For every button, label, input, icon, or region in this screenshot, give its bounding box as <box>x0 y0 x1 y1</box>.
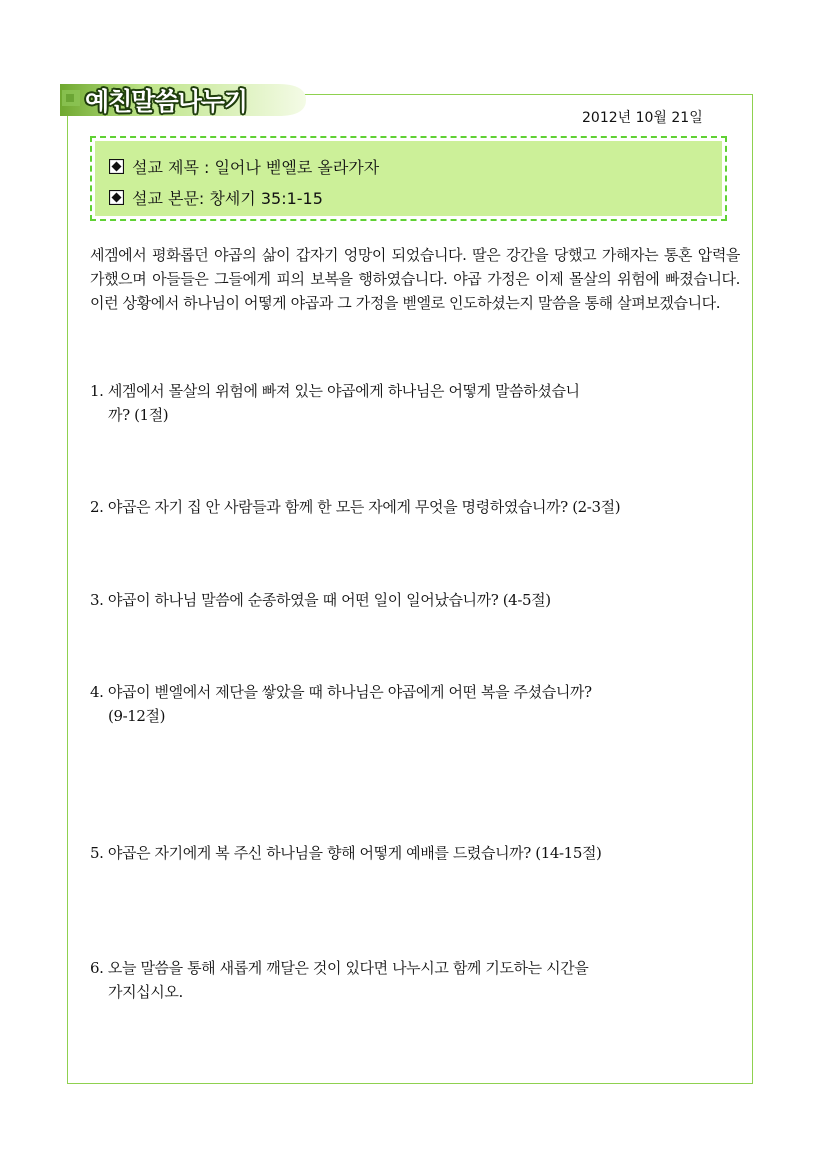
question-number: 3. <box>90 591 104 609</box>
question-text-continued: (9-12절) <box>108 707 166 725</box>
question-text: 야곱은 자기 집 안 사람들과 함께 한 모든 자에게 무엇을 명령하였습니까? (2-3절) <box>107 498 621 516</box>
question-number: 4. <box>90 683 104 701</box>
sermon-passage: 설교 본문: 창세기 35:1-15 <box>132 189 323 208</box>
square-diamond-icon <box>109 190 124 205</box>
question-text-continued: 가지십시오. <box>108 983 183 1001</box>
question-text-continued: 까? (1절) <box>108 406 169 424</box>
intro-paragraph: 세겜에서 평화롭던 야곱의 삶이 갑자기 엉망이 되었습니다. 딸은 강간을 당했고 가해자는 통혼 압력을 가했으며 아들들은 그들에게 피의 보복을 행하였습니다. 야곱 가정은 이제 몰살의 위험에 빠졌습니다. 이런 상황에서 하나님이 어떻게 야곱과 그 가정을 벧엘로 인도하셨는지 말씀을 통해 살펴보겠습니다. <box>90 246 740 312</box>
question-3 <box>90 588 735 612</box>
sermon-title: 설교 제목 : 일어나 벧엘로 올라가자 <box>132 158 380 177</box>
question-text: 야곱이 하나님 말씀에 순종하였을 때 어떤 일이 일어났습니까? (4-5절) <box>107 591 551 609</box>
question-text: 오늘 말씀을 통해 새롭게 깨달은 것이 있다면 나누시고 함께 기도하는 시간을 <box>107 959 589 977</box>
question-number: 1. <box>90 382 104 400</box>
title-banner <box>60 80 308 120</box>
question-text: 야곱이 벧엘에서 제단을 쌓았을 때 하나님은 야곱에게 어떤 복을 주셨습니까? <box>107 683 592 701</box>
question-2 <box>90 495 735 519</box>
question-number: 6. <box>90 959 104 977</box>
question-6 <box>90 956 735 1004</box>
question-4 <box>90 680 735 728</box>
page-title: 예친말씀나누기 <box>85 87 248 116</box>
sermon-info-box <box>90 136 727 221</box>
question-number: 2. <box>90 498 104 516</box>
question-text: 야곱은 자기에게 복 주신 하나님을 향해 어떻게 예배를 드렸습니까? (14-15절) <box>107 844 602 862</box>
date-label: 2012년 10월 21일 <box>582 110 703 126</box>
question-1 <box>90 379 735 427</box>
sermon-passage-row <box>109 182 722 213</box>
question-number: 5. <box>90 844 104 862</box>
question-text: 세겜에서 몰살의 위험에 빠져 있는 야곱에게 하나님은 어떻게 말씀하셨습니 <box>107 382 580 400</box>
sermon-info-inner <box>95 141 722 216</box>
sermon-title-row <box>109 151 722 182</box>
square-diamond-icon <box>109 159 124 174</box>
question-5 <box>90 841 735 865</box>
